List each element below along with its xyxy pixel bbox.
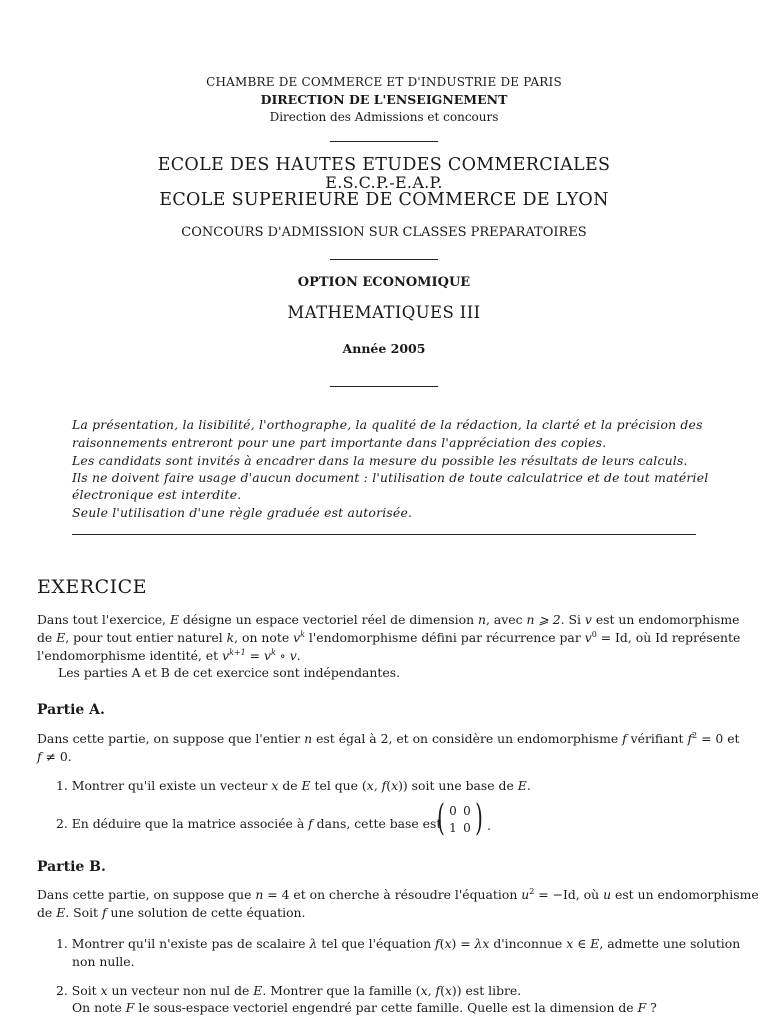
school-hec: ECOLE DES HAUTES ETUDES COMMERCIALES [157, 155, 611, 175]
header-institution: CHAMBRE DE COMMERCE ET D'INDUSTRIE DE PARIS [206, 75, 562, 89]
matrix: ( 0 0 1 0 ) [437, 798, 483, 839]
matrix-period: . [487, 818, 491, 833]
header-admissions: Direction des Admissions et concours [269, 110, 499, 124]
instructions-rule [72, 534, 696, 535]
part-b-title: Partie B. [37, 859, 106, 875]
part-a-question-2: 2. En déduire que la matrice associée à f dans, cette base est [56, 816, 442, 831]
instruction-line: Seule l'utilisation d'une règle graduée est autorisée. [72, 505, 413, 520]
exercise-title: EXERCICE [37, 576, 148, 598]
part-b-question-1: 1. Montrer qu'il n'existe pas de scalaire λ tel que l'équation f(x) = λx d'inconnue x ∈ E, admette une solution [56, 936, 741, 951]
exercise-intro-line4: Les parties A et B de cet exercice sont indépendantes. [58, 665, 401, 680]
part-b-intro-line1: Dans cette partie, on suppose que n = 4 et on cherche à résoudre l'équation $u^2 = -Id$, où u est un endomorphisme [37, 887, 759, 903]
year: Année 2005 [342, 341, 426, 356]
subject-title: MATHEMATIQUES III [287, 303, 481, 322]
option-title: OPTION ECONOMIQUE [297, 275, 471, 290]
exercise-intro-line3: l'endomorphisme identité, et $v^{k+1} = v^k$ ∘ v. [37, 648, 301, 664]
divider [330, 141, 438, 142]
exercise-intro-line2: de E, pour tout entier naturel k, on note $v^k$ l'endomorphisme défini par récurrence par $v^0 = Id$, où Id représente [37, 630, 741, 646]
part-b-intro-line2: de E. Soit f une solution de cette équation. [37, 905, 306, 920]
part-b-question-2-cont: On note F le sous-espace vectoriel engendré par cette famille. Quelle est la dimension de F ? [72, 1000, 657, 1015]
part-a-title: Partie A. [37, 702, 105, 718]
divider [330, 386, 438, 387]
instruction-line: Les candidats sont invités à encadrer dans la mesure du possible les résultats de leurs calculs. [72, 453, 688, 468]
school-lyon: ECOLE SUPERIEURE DE COMMERCE DE LYON [159, 190, 609, 210]
school-escp: E.S.C.P.-E.A.P. [325, 173, 443, 192]
part-b-question-1-cont: non nulle. [72, 954, 135, 969]
header-direction: DIRECTION DE L'ENSEIGNEMENT [260, 92, 508, 107]
instruction-line: Ils ne doivent faire usage d'aucun document : l'utilisation de toute calculatrice et de tout matériel [72, 470, 709, 485]
instruction-line: La présentation, la lisibilité, l'orthographe, la qualité de la rédaction, la clarté et la précision des [72, 417, 703, 432]
divider [330, 259, 438, 260]
instruction-line: électronique est interdite. [72, 487, 242, 502]
part-a-question-1: 1. Montrer qu'il existe un vecteur x de E tel que (x, f(x)) soit une base de E. [56, 778, 531, 793]
concours-title: CONCOURS D'ADMISSION SUR CLASSES PREPARATOIRES [181, 225, 587, 240]
exercise-intro-line1: Dans tout l'exercice, E désigne un espace vectoriel réel de dimension n, avec n ⩾ 2. Si v est un endomorphisme [37, 612, 740, 627]
part-a-intro-line1: Dans cette partie, on suppose que l'entier n est égal à 2, et on considère un endomorphisme f vérifiant $f^2 = 0$ et [37, 731, 740, 747]
part-b-question-2: 2. Soit x un vecteur non nul de E. Montrer que la famille (x, f(x)) est libre. [56, 983, 522, 998]
instruction-line: raisonnements entreront pour une part importante dans l'appréciation des copies. [72, 435, 607, 450]
part-a-intro-line2: f ≠ 0. [37, 749, 72, 764]
